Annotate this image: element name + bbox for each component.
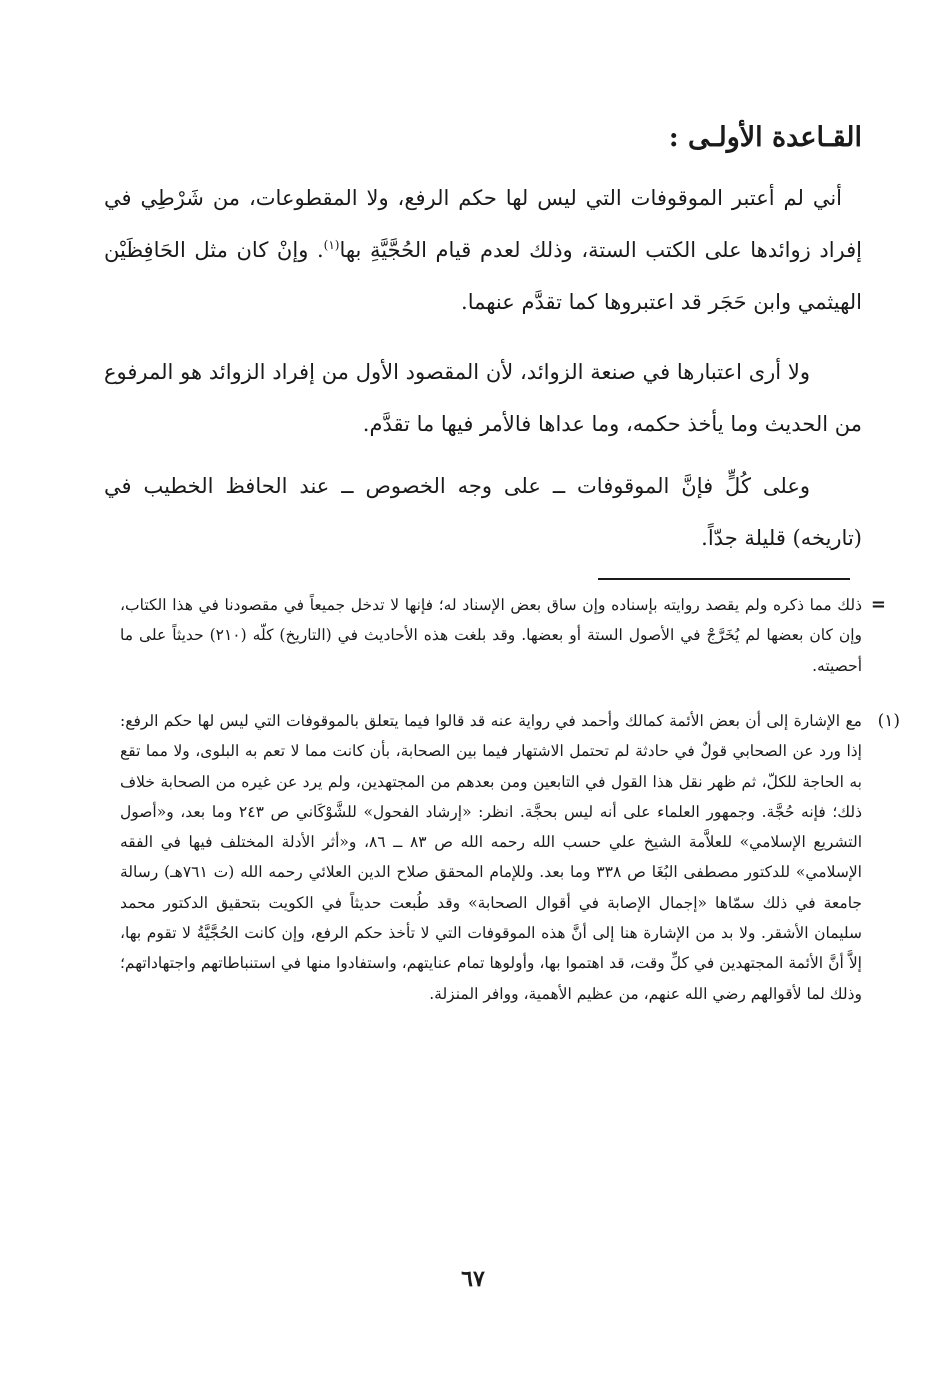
footnote-separator (598, 578, 850, 580)
body-paragraph-3: وعلى كُلٍّ فإنَّ الموقوفات ــ على وجه الخصوص ــ عند الحافظ الخطيب في (تاريخه) قليلة جدّاً. (104, 474, 862, 550)
paragraph-1-text: أني لم أعتبر الموقوفات التي ليس لها حكم الرفع، ولا المقطوعات، من شَرْطِي في إفراد زوائدها على الكتب الستة، وذلك لعدم قيام الحُجَّيَّةِ بها (104, 186, 862, 262)
section-heading: القـاعدة الأولـى : (668, 122, 862, 153)
body-paragraph-2: ولا أرى اعتبارها في صنعة الزوائد، لأن المقصود الأول من إفراد الزوائد هو المرفوع من الحديث وما يأخذ حكمه، وما عداها فالأمر فيها ما تقدَّم. (104, 360, 862, 436)
paragraph-1-text-end: . وإنْ كان مثل الحَافِظَيْن الهيثمي وابن حَجَر قد اعتبروها كما تقدَّم عنهما. (104, 238, 862, 314)
footnote-1-marker: (١) (877, 711, 900, 731)
footnote-1: مع الإشارة إلى أن بعض الأئمة كمالك وأحمد في رواية عنه قد قالوا فيما يتعلق بالموقوفات التي ليس لها حكم الرفع: إذا ورد عن الصحابي قولٌ في حادثة لم تحتمل الاشتهار فيما بين الصحابة، بأن كانت مما لا تعم به البلوى، ولا مما تقع به الحاجة للكلّ، ثم ظهر نقل هذا القول في التابعين ومن بعدهم من المجتهدين، ولم يرد عن غيره من الصحابة خلاف ذلك؛ فإنه حُجَّة. وجمهور العلماء على أنه ليس بحجَّة. انظر: «إرشاد الفحول» للشَّوْكَاني ص ٢٤٣ وما بعد، و«أصول التشريع الإسلامي» للعلاَّمة الشيخ علي حسب الله رحمه الله ص ٨٣ ــ ٨٦، و«أثر الأدلة المختلف فيها في الفقه الإسلامي» للدكتور مصطفى البُغَا ص ٣٣٨ وما بعد. وللإمام المحقق صلاح الدين العلائي رحمه الله (ت ٧٦١هـ) رسالة جامعة في ذلك سمّاها «إجمال الإصابة في أقوال الصحابة» وقد طُبعت حديثاً في الكويت بتحقيق الدكتور محمد سليمان الأشقر. ولا بد من الإشارة هنا إلى أنَّ هذه الموقوفات التي لا تأخذ حكم الرفع، وإن كانت الحُجَّيَّةُ لا تقوم بها، إلاَّ أنَّ الأئمة المجتهدين في كلِّ وقت، قد اهتموا بها، وأولوها تمام عنايتهم، واستفادوا منها في استنباطاتهم واجتهاداتهم؛ وذلك لما لأقوالهم رضي الله عنهم، من عظيم الأهمية، ووافر المنزلة. (120, 712, 863, 1003)
body-paragraph-1 (104, 172, 862, 328)
footnote-continuation-marker: = (870, 594, 886, 615)
footnote-reference: (١) (323, 238, 340, 252)
page-number: ٦٧ (461, 1266, 485, 1292)
footnote-continuation: ذلك مما ذكره ولم يقصد روايته بإسناده وإن ساق بعض الإسناد له؛ فإنها لا تدخل جميعاً في مقصودنا في هذا الكتاب، وإن كان بعضها لم يُخَرَّجْ في الأصول الستة أو بعضها. وقد بلغت هذه الأحاديث في (التاريخ) كلّه (٢١٠) حديثاً على ما أحصيته. (120, 596, 863, 675)
